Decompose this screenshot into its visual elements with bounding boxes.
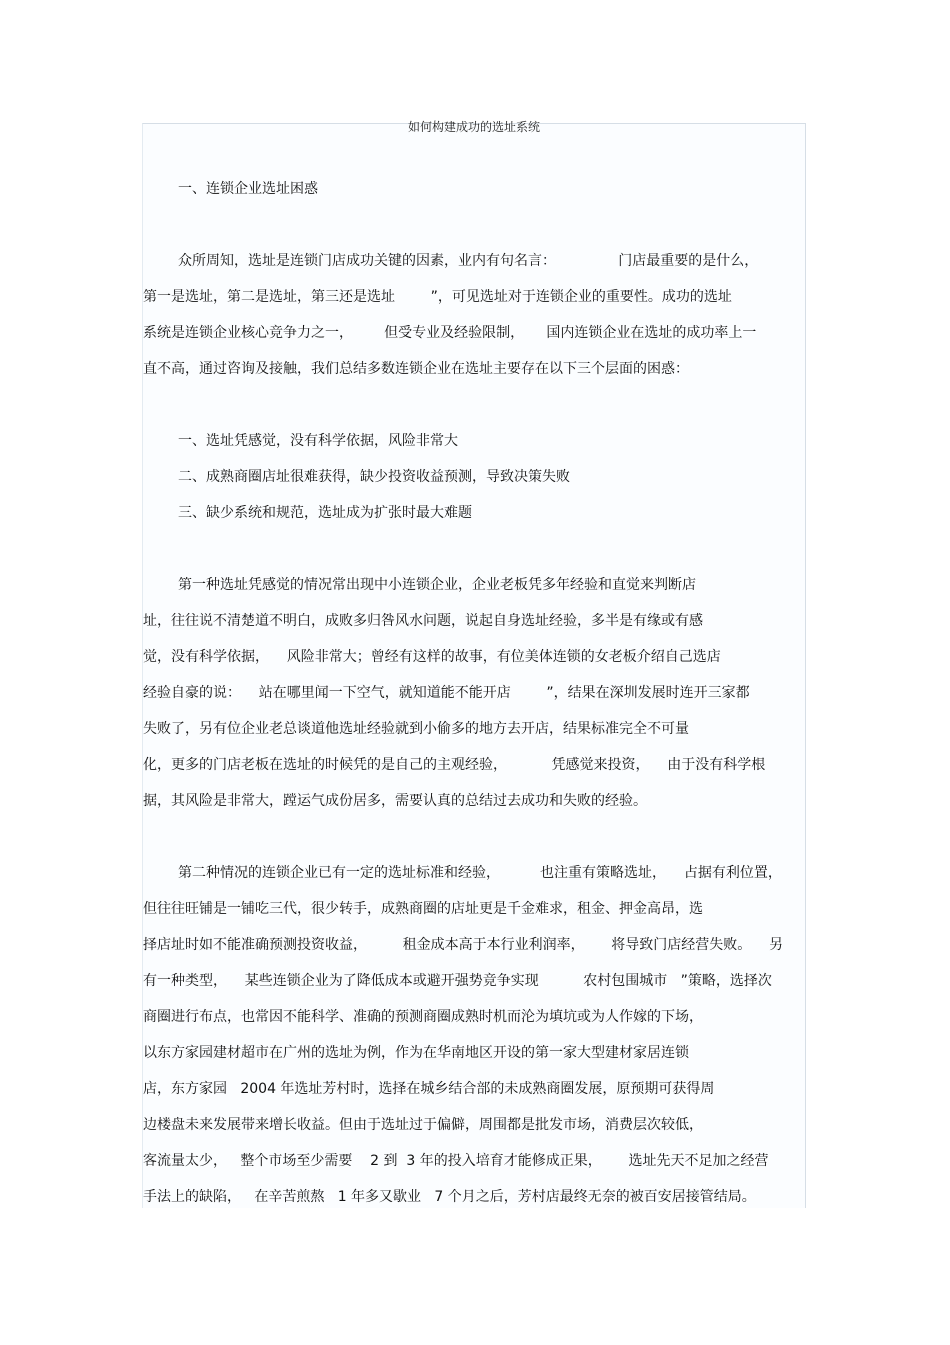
paragraph3-line-8: 边楼盘未来发展带来增长收益。但由于选址过于偏僻，周围都是批发市场，消费层次较低， (143, 1117, 703, 1133)
paragraph2-line-2: 址，往往说不清楚道不明白，成败多归咎风水问题，说起自身选址经验，多半是有缘或有感 (143, 613, 703, 629)
list-item-1: 一、选址凭感觉，没有科学依据，风险非常大 (178, 433, 458, 449)
paragraph3-line-4: 有一种类型， 某些连锁企业为了降低成本或避开强势竞争实现 农村包围城市 ”策略，选择次 (143, 973, 772, 989)
paragraph2-line-7: 据，其风险是非常大，蹚运气成份居多，需要认真的总结过去成功和失败的经验。 (143, 793, 647, 809)
paragraph3-line-2: 但往往旺铺是一铺吃三代，很少转手，成熟商圈的店址更是千金难求，租金、押金高昂，选 (143, 901, 703, 917)
paragraph3-line-6: 以东方家园建材超市在广州的选址为例，作为在华南地区开设的第一家大型建材家居连锁 (143, 1045, 689, 1061)
paragraph3-line-9: 客流量太少， 整个市场至少需要 2 到 3 年的投入培育才能修成正果， 选址先天不足加之经营 (143, 1153, 769, 1169)
paragraph2-line-6: 化，更多的门店老板在选址的时候凭的是自己的主观经验， 凭感觉来投资， 由于没有科学根 (143, 757, 766, 773)
document-title: 如何构建成功的选址系统 (407, 120, 540, 134)
paragraph1-line-4: 直不高，通过咨询及接触，我们总结多数连锁企业在选址主要存在以下三个层面的困惑： (143, 361, 689, 377)
paragraph3-line-5: 商圈进行布点，也常因不能科学、准确的预测商圈成熟时机而沦为填坑或为人作嫁的下场， (143, 1009, 703, 1025)
paragraph1-line-1: 众所周知，选址是连锁门店成功关键的因素，业内有句名言： 门店最重要的是什么， (178, 253, 759, 269)
paragraph2-line-4: 经验自豪的说： 站在哪里闻一下空气，就知道能不能开店 ”，结果在深圳发展时连开三家都 (143, 685, 750, 701)
list-item-2: 二、成熟商圈店址很难获得，缺少投资收益预测，导致决策失败 (178, 469, 570, 485)
paragraph1-line-3: 系统是连锁企业核心竞争力之一， 但受专业及经验限制， 国内连锁企业在选址的成功率上一 (143, 325, 757, 341)
paragraph3-line-1: 第二种情况的连锁企业已有一定的选址标准和经验， 也注重有策略选址， 占据有利位置， (178, 865, 782, 881)
paragraph3-line-7: 店，东方家园 2004 年选址芳村时，选择在城乡结合部的未成熟商圈发展，原预期可获得周 (143, 1081, 715, 1097)
paragraph2-line-5: 失败了，另有位企业老总谈道他选址经验就到小偷多的地方去开店，结果标准完全不可量 (143, 721, 689, 737)
list-item-3: 三、缺少系统和规范，选址成为扩张时最大难题 (178, 505, 472, 521)
paragraph3-line-3: 择店址时如不能准确预测投资收益， 租金成本高于本行业利润率， 将导致门店经营失败。 另 (143, 937, 784, 953)
paragraph3-line-10: 手法上的缺陷， 在辛苦煎熬 1 年多又歇业 7 个月之后，芳村店最终无奈的被百安居接管结局。 (143, 1189, 756, 1205)
paragraph2-line-3: 觉，没有科学依据， 风险非常大；曾经有这样的故事，有位美体连锁的女老板介绍自己选店 (143, 649, 721, 665)
section-heading: 一、连锁企业选址困惑 (178, 181, 318, 197)
paragraph1-line-2: 第一是选址，第二是选址，第三还是选址 ”，可见选址对于连锁企业的重要性。成功的选址 (143, 289, 732, 305)
paragraph2-line-1: 第一种选址凭感觉的情况常出现中小连锁企业，企业老板凭多年经验和直觉来判断店 (178, 577, 696, 593)
